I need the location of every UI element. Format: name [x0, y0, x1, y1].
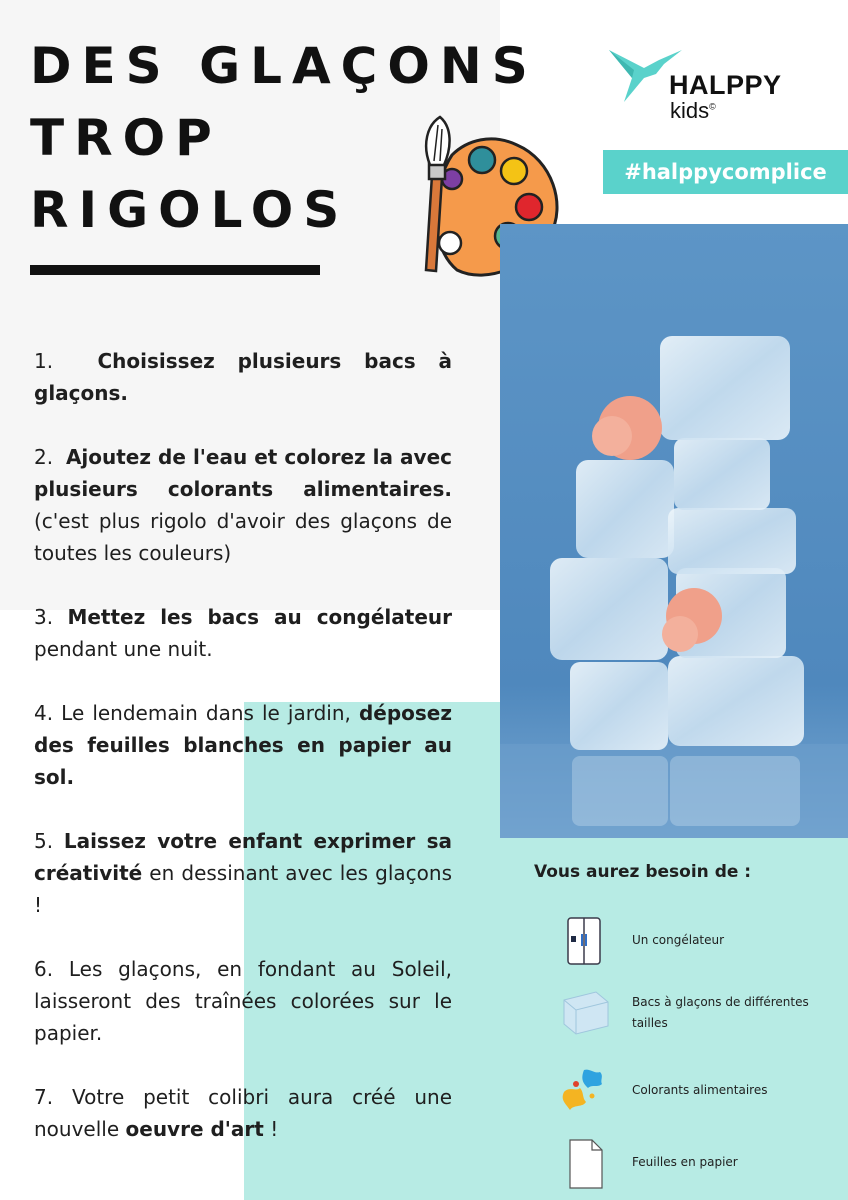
brand-name: HALPPY [669, 70, 782, 100]
step-2-bold: Ajoutez de l'eau et colorez la avec plusieurs colorants alimentaires. [34, 445, 453, 501]
need-item-food-coloring [556, 1062, 836, 1118]
step-5-bold: Laissez votre enfant exprimer sa créativité [34, 829, 452, 885]
need-label-ice-tray: Bacs à glaçons de différentes tailles [632, 995, 809, 1030]
paint-splash-icon [556, 1062, 612, 1118]
step-4-pre: Le lendemain dans le jardin, [61, 701, 359, 725]
step-7-bold: oeuvre d'art [125, 1117, 264, 1141]
hashtag-banner: #halppycomplice [603, 150, 848, 194]
need-label-freezer: Un congélateur [632, 933, 725, 947]
ice-tray-icon [556, 986, 612, 1042]
step-7-pre: Votre petit colibri aura créé une nouvelle [34, 1085, 452, 1141]
instructions-list [34, 345, 452, 1145]
brand-sub-text: kids [670, 98, 710, 123]
need-label-food-coloring: Colorants alimentaires [632, 1083, 768, 1097]
need-item-paper [556, 1136, 836, 1192]
need-label-paper: Feuilles en papier [632, 1155, 738, 1169]
paper-sheet-icon [556, 1136, 612, 1192]
step-1-number: 1. [34, 349, 54, 373]
step-3-number: 3. [34, 605, 54, 629]
title-underline [30, 265, 320, 275]
step-1 [34, 345, 452, 409]
step-7 [34, 1081, 452, 1145]
step-7-text: ! [263, 1117, 279, 1141]
title-line-1: DES GLAÇONS [30, 37, 538, 95]
brand-sub [670, 98, 716, 124]
freezer-icon [556, 914, 612, 970]
halppy-kids-logo [604, 40, 824, 130]
step-2-text: (c'est plus rigolo d'avoir des glaçons de toutes les couleurs) [34, 509, 452, 565]
step-4 [34, 697, 452, 793]
step-6-number: 6. [34, 957, 54, 981]
step-4-bold: déposez des feuilles blanches en papier au sol. [34, 701, 452, 789]
step-3-bold: Mettez les bacs au congélateur [67, 605, 452, 629]
step-2-number: 2. [34, 445, 54, 469]
ice-cubes-photo [500, 224, 848, 838]
need-item-ice-tray [556, 986, 836, 1042]
need-item-freezer [556, 914, 836, 970]
title-line-2: TROP [30, 109, 222, 167]
needs-title: Vous aurez besoin de : [534, 862, 752, 882]
step-6-text: Les glaçons, en fondant au Soleil, laisseront des traînées colorées sur le papier. [34, 957, 453, 1045]
brand-mark: © [709, 101, 716, 112]
step-5-number: 5. [34, 829, 54, 853]
step-5 [34, 825, 452, 921]
step-2 [34, 441, 452, 569]
step-7-number: 7. [34, 1085, 54, 1109]
title-line-3: RIGOLOS [30, 181, 350, 239]
step-5-text: en dessinant avec les glaçons ! [34, 861, 452, 917]
step-3-text: pendant une nuit. [34, 637, 213, 661]
step-3 [34, 601, 452, 665]
step-4-number: 4. [34, 701, 54, 725]
step-6 [34, 953, 452, 1049]
step-1-bold: Choisissez plusieurs bacs à glaçons. [34, 349, 453, 405]
